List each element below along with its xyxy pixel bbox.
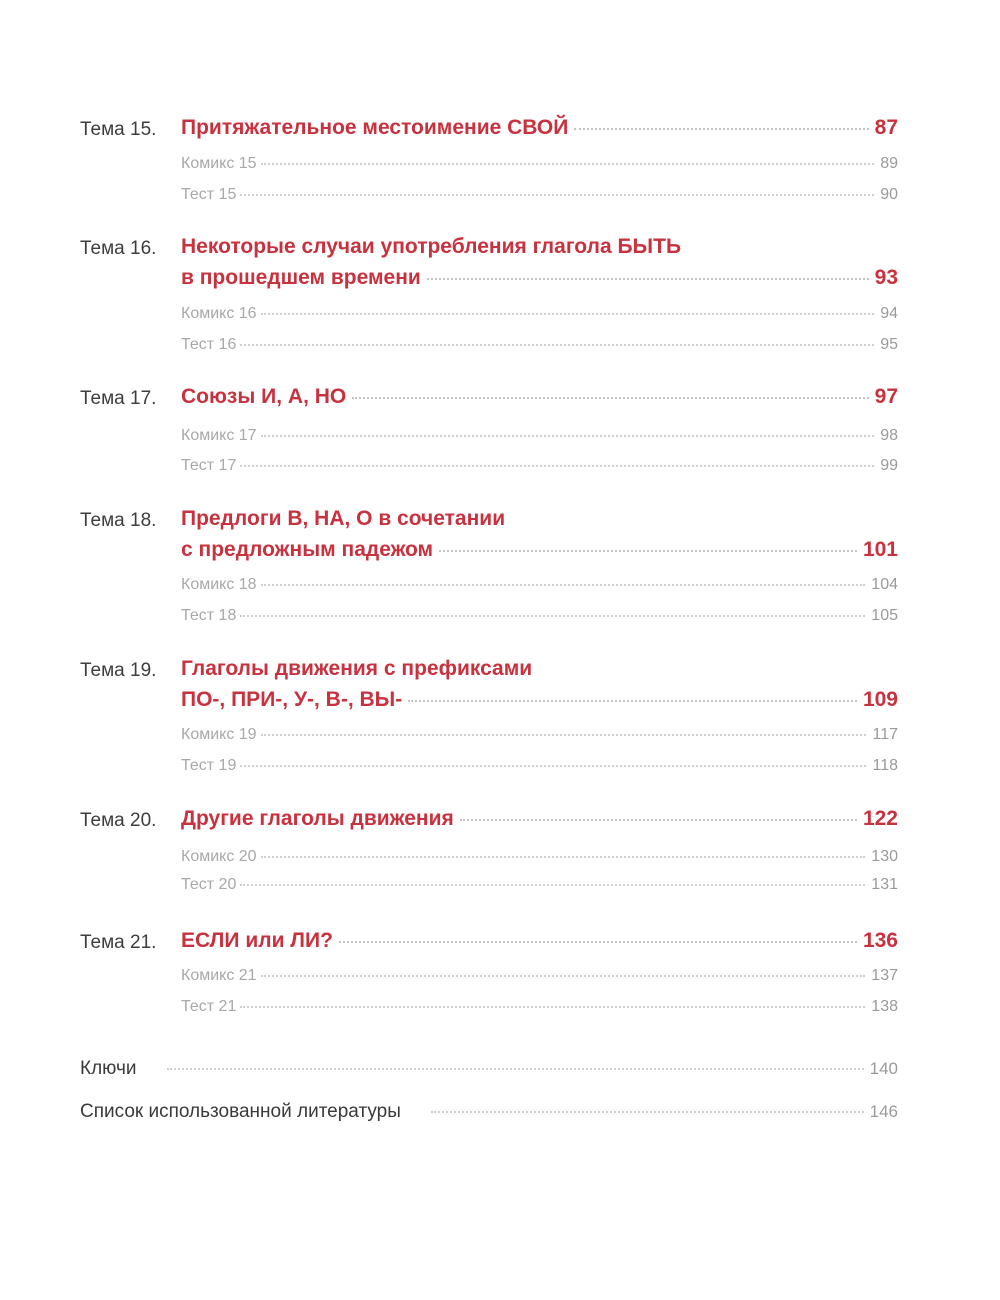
dot-leader bbox=[240, 765, 866, 767]
topic-label: Тема 20. bbox=[80, 810, 157, 831]
dot-leader bbox=[261, 856, 866, 858]
sub-item-label: Комикс 21 bbox=[181, 967, 257, 984]
dot-leader bbox=[574, 128, 868, 130]
page-number: 122 bbox=[862, 807, 898, 830]
topic-label: Тема 19. bbox=[80, 660, 157, 681]
page-number: 130 bbox=[871, 848, 898, 865]
topic-title-line-1[interactable]: Глаголы движения с префиксами bbox=[181, 657, 533, 680]
dot-leader bbox=[167, 1068, 864, 1070]
page-number: 95 bbox=[880, 336, 898, 353]
dot-leader bbox=[408, 700, 857, 702]
page-number: 93 bbox=[874, 266, 898, 289]
sub-item-label: Тест 21 bbox=[181, 998, 237, 1015]
toc-sub-item-comic[interactable] bbox=[181, 427, 898, 445]
topic-title-row[interactable] bbox=[181, 929, 898, 953]
toc-sub-item-comic[interactable] bbox=[181, 967, 898, 985]
page-number: 105 bbox=[871, 607, 898, 624]
toc-sub-item-comic[interactable] bbox=[181, 576, 898, 594]
final-item-label: Список использованной литературы bbox=[80, 1101, 401, 1122]
dot-leader bbox=[261, 584, 866, 586]
toc-item-keys[interactable] bbox=[80, 1058, 898, 1080]
topic-title: Притяжательное местоимение СВОЙ bbox=[181, 116, 569, 139]
dot-leader bbox=[240, 615, 865, 617]
page-number: 146 bbox=[869, 1102, 898, 1121]
topic-title: ПО-, ПРИ-, У-, В-, ВЫ- bbox=[181, 688, 403, 711]
topic-title-row[interactable] bbox=[181, 116, 898, 140]
sub-item-label: Комикс 17 bbox=[181, 427, 257, 444]
dot-leader bbox=[460, 819, 857, 821]
toc-sub-item-comic[interactable] bbox=[181, 726, 898, 744]
page-number: 109 bbox=[862, 688, 898, 711]
sub-item-label: Комикс 16 bbox=[181, 305, 257, 322]
page-number: 98 bbox=[880, 427, 898, 444]
sub-item-label: Комикс 18 bbox=[181, 576, 257, 593]
final-item-label: Ключи bbox=[80, 1058, 137, 1079]
sub-item-label: Комикс 20 bbox=[181, 848, 257, 865]
topic-label: Тема 15. bbox=[80, 119, 157, 140]
page-number: 131 bbox=[871, 876, 898, 893]
page-number: 104 bbox=[871, 576, 898, 593]
toc-item-references[interactable] bbox=[80, 1101, 898, 1123]
topic-title: Другие глаголы движения bbox=[181, 807, 454, 830]
toc-sub-item-comic[interactable] bbox=[181, 155, 898, 173]
toc-sub-item-test[interactable] bbox=[181, 336, 898, 354]
dot-leader bbox=[427, 278, 869, 280]
topic-label: Тема 21. bbox=[80, 932, 157, 953]
page-number: 89 bbox=[880, 155, 898, 172]
sub-item-label: Тест 17 bbox=[181, 457, 237, 474]
topic-title: ЕСЛИ или ЛИ? bbox=[181, 929, 333, 952]
topic-title-row[interactable] bbox=[181, 688, 898, 712]
topic-title-row[interactable] bbox=[181, 538, 898, 562]
topic-title-line-1[interactable]: Предлоги В, НА, О в сочетании bbox=[181, 507, 506, 530]
page-number: 136 bbox=[862, 929, 898, 952]
topic-title: в прошедшем времени bbox=[181, 266, 421, 289]
page-number: 97 bbox=[874, 385, 898, 408]
toc-sub-item-test[interactable] bbox=[181, 998, 898, 1016]
dot-leader bbox=[261, 734, 867, 736]
toc-sub-item-test[interactable] bbox=[181, 457, 898, 475]
topic-label: Тема 18. bbox=[80, 510, 157, 531]
page-number: 94 bbox=[880, 305, 898, 322]
topic-title-row[interactable] bbox=[181, 266, 898, 290]
topic-label: Тема 16. bbox=[80, 238, 157, 259]
dot-leader bbox=[240, 1006, 865, 1008]
dot-leader bbox=[261, 975, 866, 977]
topic-title-line-1[interactable]: Некоторые случаи употребления глагола БЫТЬ bbox=[181, 235, 682, 258]
page-number: 117 bbox=[872, 726, 898, 743]
page-number: 90 bbox=[880, 186, 898, 203]
page-number: 99 bbox=[880, 457, 898, 474]
page-number: 140 bbox=[869, 1059, 898, 1078]
page-number: 118 bbox=[872, 757, 898, 774]
sub-item-label: Тест 18 bbox=[181, 607, 237, 624]
page-number: 138 bbox=[871, 998, 898, 1015]
sub-item-label: Тест 20 bbox=[181, 876, 237, 893]
topic-title: с предложным падежом bbox=[181, 538, 434, 561]
toc-sub-item-comic[interactable] bbox=[181, 305, 898, 323]
dot-leader bbox=[439, 550, 857, 552]
topic-title-row[interactable] bbox=[181, 385, 898, 409]
page-number: 87 bbox=[874, 116, 898, 139]
topic-title-row[interactable] bbox=[181, 807, 898, 831]
toc-sub-item-test[interactable] bbox=[181, 757, 898, 775]
dot-leader bbox=[240, 344, 874, 346]
toc-sub-item-test[interactable] bbox=[181, 186, 898, 204]
topic-label: Тема 17. bbox=[80, 388, 157, 409]
dot-leader bbox=[352, 397, 868, 399]
dot-leader bbox=[261, 313, 875, 315]
page-number: 101 bbox=[862, 538, 898, 561]
toc-sub-item-test[interactable] bbox=[181, 607, 898, 625]
toc-sub-item-comic[interactable] bbox=[181, 848, 898, 866]
sub-item-label: Тест 16 bbox=[181, 336, 237, 353]
sub-item-label: Тест 15 bbox=[181, 186, 237, 203]
sub-item-label: Тест 19 bbox=[181, 757, 237, 774]
page-number: 137 bbox=[871, 967, 898, 984]
dot-leader bbox=[240, 884, 865, 886]
sub-item-label: Комикс 19 bbox=[181, 726, 257, 743]
dot-leader bbox=[240, 194, 874, 196]
toc-sub-item-test[interactable] bbox=[181, 876, 898, 894]
dot-leader bbox=[261, 435, 875, 437]
dot-leader bbox=[431, 1111, 864, 1113]
topic-title: Союзы И, А, НО bbox=[181, 385, 347, 408]
dot-leader bbox=[339, 941, 857, 943]
dot-leader bbox=[240, 465, 874, 467]
sub-item-label: Комикс 15 bbox=[181, 155, 257, 172]
dot-leader bbox=[261, 163, 875, 165]
